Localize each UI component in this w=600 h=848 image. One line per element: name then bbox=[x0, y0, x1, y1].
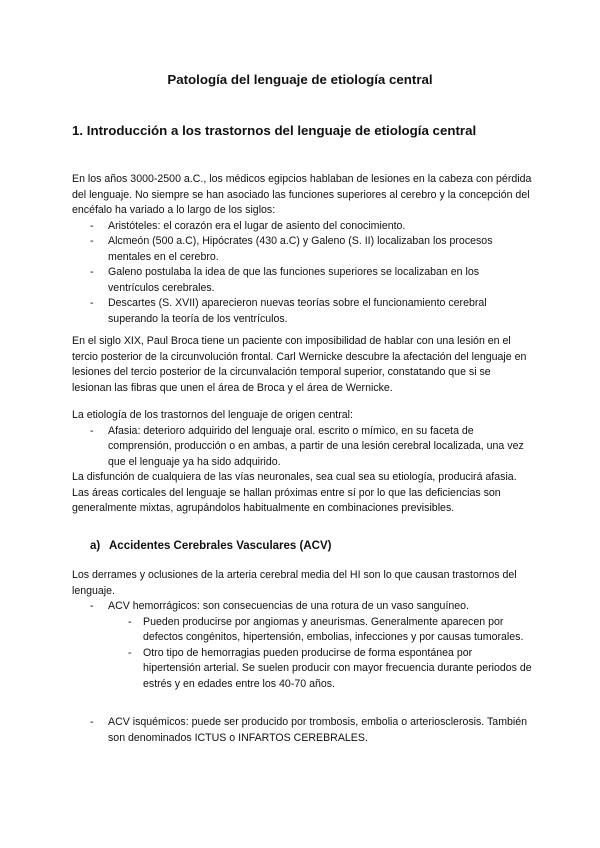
acv-block bbox=[72, 568, 532, 692]
list-item: - Alcmeón (500 a.C), Hipócrates (430 a.C) y Galeno (S. II) localizaban los procesos mentales en el cerebro. bbox=[72, 234, 532, 265]
list-item: - Galeno postulaba la idea de que las funciones superiores se localizaban en los ventrículos cerebrales. bbox=[72, 265, 532, 296]
history-list bbox=[72, 219, 532, 328]
cortical-paragraph: Las áreas corticales del lenguaje se hallan próximas entre sí por lo que las deficiencias son generalmente mixtas, agrupándolos habitualmente en combinaciones previsibles. bbox=[72, 486, 501, 514]
acv-list bbox=[72, 599, 532, 615]
list-item bbox=[72, 599, 532, 615]
list-item: - Descartes (S. XVII) aparecieron nuevas teorías sobre el funcionamiento cerebral superando la teoría de los ventrículos. bbox=[72, 296, 532, 327]
acv-hemorrhagic: ACV hemorrágicos: son consecuencias de una rotura de un vaso sanguíneo. bbox=[108, 600, 469, 612]
etiology-block bbox=[72, 408, 532, 517]
acv-ischemic-block bbox=[72, 715, 532, 746]
intro-paragraph: En los años 3000-2500 a.C., los médicos egipcios hablaban de lesiones en la cabeza con pérdida del lenguaje. No siempre se han asociado las funciones superiores al cerebro y la concepción del encéfalo ha variado a lo largo de los siglos: bbox=[72, 173, 532, 216]
broca-paragraph: En el siglo XIX, Paul Broca tiene un paciente con imposibilidad de hablar con una lesión en el tercio posterior de la circunvolución frontal. Carl Wernicke descubre la afectación del lenguaje en lesiones del tercio posterior de la circunvalación temporal superior, constatando que si se lesionan las fibras que unen el área de Broca y el área de Wernicke. bbox=[72, 335, 527, 394]
acv-hemorrhagic-sublist bbox=[72, 615, 532, 693]
list-item: - Afasia: deterioro adquirido del lenguaje oral. escrito o mímico, en su faceta de comprensión, producción o en ambas, a partir de una lesión cerebral localizada, una vez que el lenguaje ya ha sido adquirido. bbox=[72, 424, 532, 471]
subsection-a-title: Accidentes Cerebrales Vasculares (ACV) bbox=[109, 540, 332, 552]
dysfunction-paragraph: La disfunción de cualquiera de las vías neuronales, sea cual sea su etiología, producirá afasia. bbox=[72, 471, 517, 483]
list-item: - Aristóteles: el corazón era el lugar de asiento del conocimiento. bbox=[72, 219, 532, 235]
subsection-a-heading bbox=[90, 540, 331, 552]
acv-intro: Los derrames y oclusiones de la arteria cerebral media del HI son lo que causan trastornos del lenguaje. bbox=[72, 569, 517, 597]
etiology-intro: La etiología de los trastornos del lenguaje de origen central: bbox=[72, 409, 353, 421]
acv-ischemic-list bbox=[72, 715, 532, 746]
etiology-list bbox=[72, 424, 532, 471]
broca-block bbox=[72, 334, 532, 396]
document-title: Patología del lenguaje de etiología central bbox=[167, 72, 433, 87]
list-item: - Otro tipo de hemorragias pueden producirse de forma espontánea por hipertensión arterial. Se suelen producir con mayor frecuencia durante periodos de estrés y en edades entre los 40-70 años. bbox=[72, 646, 532, 693]
subsection-a-number: a) bbox=[90, 540, 101, 552]
intro-block bbox=[72, 172, 532, 327]
section-1-heading: 1. Introducción a los trastornos del lenguaje de etiología central bbox=[72, 123, 477, 138]
list-item: - ACV isquémicos: puede ser producido por trombosis, embolia o arteriosclerosis. También son denominados ICTUS o INFARTOS CEREBRALES. bbox=[72, 715, 532, 746]
list-item: - Pueden producirse por angiomas y aneurismas. Generalmente aparecen por defectos congénitos, hipertensión, embolias, infecciones y por causas tumorales. bbox=[72, 615, 532, 646]
